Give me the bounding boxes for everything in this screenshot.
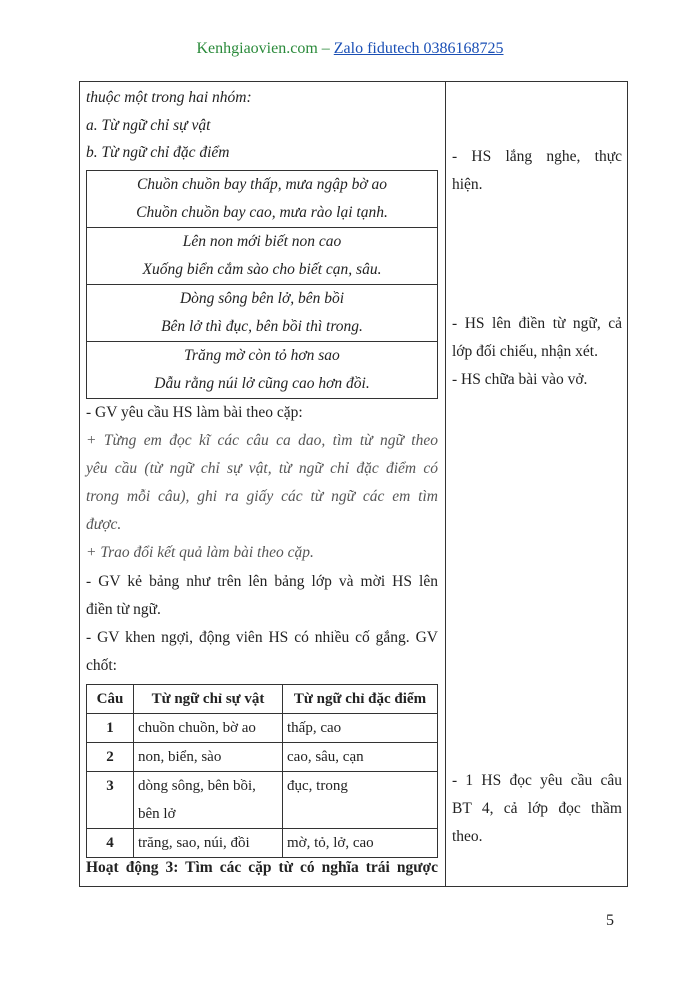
page-number: 5: [606, 912, 614, 929]
contact-link[interactable]: Zalo fidutech 0386168725: [333, 40, 504, 57]
result-header-row: [87, 685, 438, 714]
response-line: lớp đối chiếu, nhận xét.: [452, 343, 598, 360]
response-line: - HS lên điền từ ngữ, cả: [452, 315, 622, 332]
header-cau: Câu: [87, 685, 134, 714]
student-response-1: [452, 143, 622, 199]
instruction-line: điền từ ngữ.: [86, 601, 161, 618]
response-line: theo.: [452, 828, 483, 845]
header-traits: Từ ngữ chỉ đặc điểm: [283, 685, 438, 714]
activity-heading: Hoạt động 3: Tìm các cặp từ có nghĩa trái ngược: [86, 859, 438, 876]
instruction-line: trong mỗi câu), ghi ra giấy các từ ngữ các em tìm: [86, 488, 438, 505]
ca-dao-cell: [87, 342, 438, 399]
response-line: hiện.: [452, 176, 483, 193]
response-line: - 1 HS đọc yêu cầu câu: [452, 772, 622, 789]
ca-dao-line: Trăng mờ còn tỏ hơn sao: [184, 347, 340, 364]
things-cell: trăng, sao, núi, đồi: [134, 829, 283, 858]
student-response-3: [452, 767, 622, 851]
instruction-line: - GV yêu cầu HS làm bài theo cặp:: [86, 404, 303, 421]
ca-dao-line: Chuồn chuồn bay thấp, mưa ngập bờ ao: [136, 176, 388, 193]
ca-dao-row: [87, 228, 438, 285]
instruction-line: chốt:: [86, 657, 117, 674]
traits-cell: đục, trong: [283, 772, 438, 829]
ca-dao-line: Chuồn chuồn bay cao, mưa rào lại tạnh.: [136, 204, 388, 221]
instruction-line: được.: [86, 516, 122, 533]
result-table: [86, 684, 438, 858]
column-divider: [445, 81, 446, 887]
things-cell: non, biển, sào: [134, 743, 283, 772]
ca-dao-row: [87, 342, 438, 399]
response-line: - HS chữa bài vào vở.: [452, 371, 588, 388]
instruction-line: + Trao đổi kết quả làm bài theo cặp.: [86, 544, 314, 561]
ca-dao-line: Xuống biển cắm sào cho biết cạn, sâu.: [142, 261, 382, 278]
ca-dao-line: Bên lở thì đục, bên bồi thì trong.: [161, 318, 363, 335]
row-number: 4: [87, 829, 134, 858]
table-row: [87, 743, 438, 772]
traits-cell: cao, sâu, cạn: [283, 743, 438, 772]
instruction-line: yêu cầu (từ ngữ chỉ sự vật, từ ngữ chỉ đặc điểm có: [86, 460, 438, 477]
intro-line: thuộc một trong hai nhóm:: [86, 89, 252, 106]
ca-dao-line: Dòng sông bên lở, bên bồi: [179, 290, 345, 307]
things-cell: chuồn chuồn, bờ ao: [134, 714, 283, 743]
instruction-line: - GV kẻ bảng như trên lên bảng lớp và mời HS lên: [86, 573, 438, 590]
row-number: 3: [87, 772, 134, 829]
ca-dao-cell: [87, 285, 438, 342]
row-number: 2: [87, 743, 134, 772]
ca-dao-line: Dẫu rằng núi lở cũng cao hơn đồi.: [154, 375, 370, 392]
student-response-2: [452, 310, 622, 394]
ca-dao-line: Lên non mới biết non cao: [182, 233, 342, 250]
ca-dao-cell: [87, 171, 438, 228]
ca-dao-cell: [87, 228, 438, 285]
page-header: [0, 40, 700, 58]
traits-cell: mờ, tỏ, lở, cao: [283, 829, 438, 858]
site-name[interactable]: Kenhgiaovien.com: [196, 40, 318, 57]
things-cell: dòng sông, bên bồi, bên lở: [134, 772, 283, 829]
traits-cell: thấp, cao: [283, 714, 438, 743]
response-line: - HS lắng nghe, thực: [452, 148, 622, 165]
row-number: 1: [87, 714, 134, 743]
intro-option-b: b. Từ ngữ chỉ đặc điểm: [86, 144, 230, 161]
header-things: Từ ngữ chỉ sự vật: [134, 685, 283, 714]
instruction-line: + Từng em đọc kĩ các câu ca dao, tìm từ ngữ theo: [86, 432, 438, 449]
ca-dao-table: [86, 170, 438, 399]
table-row: [87, 772, 438, 829]
instruction-line: - GV khen ngợi, động viên HS có nhiều cố gắng. GV: [86, 629, 438, 646]
intro-option-a: a. Từ ngữ chỉ sự vật: [86, 117, 211, 134]
ca-dao-row: [87, 171, 438, 228]
table-row: [87, 829, 438, 858]
ca-dao-row: [87, 285, 438, 342]
header-separator: –: [321, 40, 330, 57]
response-line: BT 4, cả lớp đọc thầm: [452, 800, 622, 817]
table-row: [87, 714, 438, 743]
